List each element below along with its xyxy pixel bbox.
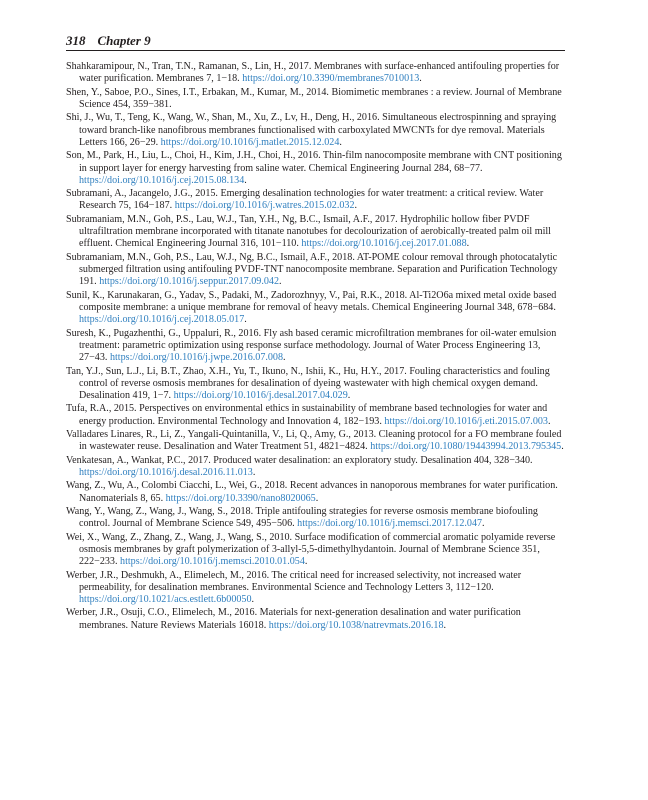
- chapter-title: Chapter 9: [97, 33, 151, 48]
- reference-end-punctuation: .: [419, 73, 422, 85]
- reference-end-punctuation: .: [279, 276, 282, 288]
- doi-link[interactable]: https://doi.org/10.1016/j.jwpe.2016.07.008: [109, 352, 284, 364]
- reference-list: [66, 61, 566, 633]
- page-header: [66, 32, 566, 50]
- doi-link[interactable]: https://doi.org/10.1016/j.eti.2015.07.003: [384, 415, 548, 427]
- reference-end-punctuation: .: [304, 556, 308, 568]
- reference-item: [66, 455, 566, 480]
- reference-end-punctuation: .: [561, 441, 564, 453]
- reference-end-punctuation: .: [283, 352, 286, 364]
- reference-item: [66, 403, 566, 428]
- doi-link[interactable]: https://doi.org/10.1080/19443994.2013.795345: [370, 441, 562, 453]
- doi-link[interactable]: https://doi.org/10.1016/j.desal.2016.11.013: [79, 467, 253, 478]
- doi-link[interactable]: https://doi.org/10.1038/natrevmats.2016.18: [268, 619, 444, 631]
- doi-link[interactable]: https://doi.org/10.1016/j.cej.2018.05.017: [79, 314, 245, 326]
- doi-link[interactable]: https://doi.org/10.1016/j.cej.2017.01.088: [301, 238, 467, 250]
- doi-link[interactable]: https://doi.org/10.1016/j.memsci.2017.12.047: [297, 518, 483, 530]
- reference-text: Wang, Y., Wang, Z., Wang, J., Wang, S., 2018. Triple antifouling strategies for reverse osmosis membrane biofouling control. Journal of Membrane Science 549, 495−506.: [66, 505, 538, 530]
- header-rule: [66, 50, 565, 51]
- reference-item: [66, 366, 566, 403]
- reference-text: Shen, Y., Saboe, P.O., Sines, I.T., Erbakan, M., Kumar, M., 2014. Biomimetic membranes : a review. Journal of Membrane Science 454, 359−381.: [66, 86, 562, 110]
- reference-end-punctuation: .: [315, 492, 319, 504]
- doi-link[interactable]: https://doi.org/10.1016/j.desal.2017.04.029: [173, 390, 348, 402]
- doi-link[interactable]: https://doi.org/10.3390/nano8020065: [165, 492, 316, 504]
- reference-end-punctuation: .: [466, 238, 470, 250]
- reference-item: [66, 112, 566, 149]
- reference-text: Subramaniam, M.N., Goh, P.S., Lau, W.J., Tan, Y.H., Ng, B.C., Ismail, A.F., 2017. Hydrophilic hollow fiber PVDF ultrafiltration membrane incorporated with titanate nanotubes for decolourization of aerobically-treated palm oil mill effluent. Chemical Engineering Journal 316, 101−110.: [66, 213, 551, 250]
- reference-text: Subramaniam, M.N., Goh, P.S., Lau, W.J., Ng, B.C., Ismail, A.F., 2018. AT-POME colour removal through photocatalytic submerged filtration using antifouling PVDF-TNT nanocomposite membrane. Separation and Purification Technology 191.: [66, 251, 558, 288]
- reference-item: [66, 61, 566, 86]
- doi-link[interactable]: https://doi.org/10.1016/j.matlet.2015.12.024: [160, 136, 340, 148]
- reference-text: Tan, Y.J., Sun, L.J., Li, B.T., Zhao, X.H., Yu, T., Ikuno, N., Ishii, K., Hu, H.Y., 2017. Fouling characteristics and fouling control of reverse osmosis membranes for desalination of dyeing wastewater with high chemical oxygen demand. Desalination 419, 1−7.: [66, 365, 550, 402]
- reference-item: [66, 150, 566, 187]
- doi-link[interactable]: https://doi.org/10.1016/j.watres.2015.02.032: [174, 200, 355, 212]
- reference-item: [66, 429, 566, 454]
- reference-end-punctuation: .: [347, 390, 351, 402]
- doi-link[interactable]: https://doi.org/10.1016/j.cej.2015.08.134: [79, 174, 245, 186]
- reference-text: Subramani, A., Jacangelo, J.G., 2015. Emerging desalination technologies for water treatment: a critical review. Water Research 75, 164−187.: [66, 188, 544, 212]
- reference-text: Werber, J.R., Deshmukh, A., Elimelech, M., 2016. The critical need for increased selectivity, not increased water permeability, for desalination membranes. Environmental Science and Technology Letters 3, 112−120.: [66, 569, 522, 593]
- reference-item: [66, 290, 566, 327]
- reference-text: Shahkaramipour, N., Tran, T.N., Ramanan, S., Lin, H., 2017. Membranes with surface-enhanced antifouling properties for water purification. Membranes 7, 1−18.: [66, 61, 560, 85]
- reference-item: [66, 480, 566, 505]
- reference-text: Valladares Linares, R., Li, Z., Yangali-Quintanilla, V., Li, Q., Amy, G., 2013. Cleaning protocol for a FO membrane fouled in wastewater reuse. Desalination and Water Treatment 51, 4821−4824.: [66, 429, 562, 453]
- reference-item: [66, 214, 566, 251]
- doi-link[interactable]: https://doi.org/10.3390/membranes7010013: [242, 73, 420, 85]
- reference-text: Werber, J.R., Osuji, C.O., Elimelech, M., 2016. Materials for next-generation desalination and water purification membranes. Nature Reviews Materials 16018.: [66, 607, 521, 631]
- reference-end-punctuation: .: [244, 174, 247, 186]
- reference-item: [66, 506, 566, 531]
- reference-text: Son, M., Park, H., Liu, L., Choi, H., Kim, J.H., Choi, H., 2016. Thin-film nanocomposite membrane with CNT positioning in support layer for energy harvesting from saline water. Chemical Engineering Journal 284, 68−77.: [66, 150, 562, 174]
- reference-text: Sunil, K., Karunakaran, G., Yadav, S., Padaki, M., Zadorozhnyy, V., Pai, R.K., 2018. Al-Ti2O6a mixed metal oxide based composite membrane: a unique membrane for removal of heavy metals. Chemical Engineering Journal 348, 678−684.: [66, 289, 557, 313]
- reference-item: [66, 607, 566, 632]
- reference-end-punctuation: .: [244, 314, 247, 326]
- reference-text: Wei, X., Wang, Z., Zhang, Z., Wang, J., Wang, S., 2010. Surface modification of commercial aromatic polyamide reverse osmosis membranes by graft polymerization of 3-allyl-5,5-dimethylhydantoin. Journal of Membrane Science 351, 222−233.: [66, 531, 556, 568]
- reference-text: Tufa, R.A., 2015. Perspectives on environmental ethics in sustainability of membrane based technologies for water and energy production. Environmental Technology and Innovation 4, 182−193.: [66, 403, 548, 427]
- reference-end-punctuation: .: [354, 200, 358, 212]
- reference-text: Suresh, K., Pugazhenthi, G., Uppaluri, R., 2016. Fly ash based ceramic microfiltration membranes for oil-water emulsion treatment: parametric optimization using response surface methodology. Journal of Water Process Engineering 13, 27−43.: [66, 327, 557, 364]
- reference-end-punctuation: .: [547, 415, 551, 427]
- reference-text: Wang, Z., Wu, A., Colombi Ciacchi, L., Wei, G., 2018. Recent advances in nanoporous membranes for water purification. Nanomaterials 8, 65.: [66, 480, 558, 504]
- reference-item: [66, 570, 566, 607]
- reference-item: [66, 328, 566, 365]
- reference-text: Venkatesan, A., Wankat, P.C., 2017. Produced water desalination: an exploratory study. Desalination 404, 328−340.: [66, 454, 533, 466]
- doi-link[interactable]: https://doi.org/10.1021/acs.estlett.6b00050: [79, 594, 252, 606]
- reference-end-punctuation: .: [252, 467, 256, 478]
- reference-end-punctuation: .: [443, 619, 447, 631]
- doi-link[interactable]: https://doi.org/10.1016/j.seppur.2017.09.042: [99, 276, 280, 288]
- reference-item: [66, 252, 566, 289]
- reference-item: [66, 188, 566, 213]
- page-number: 318: [66, 33, 86, 48]
- reference-item: [66, 87, 566, 112]
- reference-end-punctuation: .: [251, 594, 255, 606]
- doi-link[interactable]: https://doi.org/10.1016/j.memsci.2010.01.054: [120, 556, 305, 568]
- reference-text: Shi, J., Wu, T., Teng, K., Wang, W., Shan, M., Xu, Z., Lv, H., Deng, H., 2016. Simultaneous electrospinning and spraying toward branch-like nanofibrous membranes functionalised with carboxylated MWCNTs for dye removal. Materials Letters 166, 26−29.: [66, 112, 557, 148]
- reference-end-punctuation: .: [482, 518, 485, 530]
- reference-item: [66, 532, 566, 569]
- reference-end-punctuation: .: [339, 136, 342, 148]
